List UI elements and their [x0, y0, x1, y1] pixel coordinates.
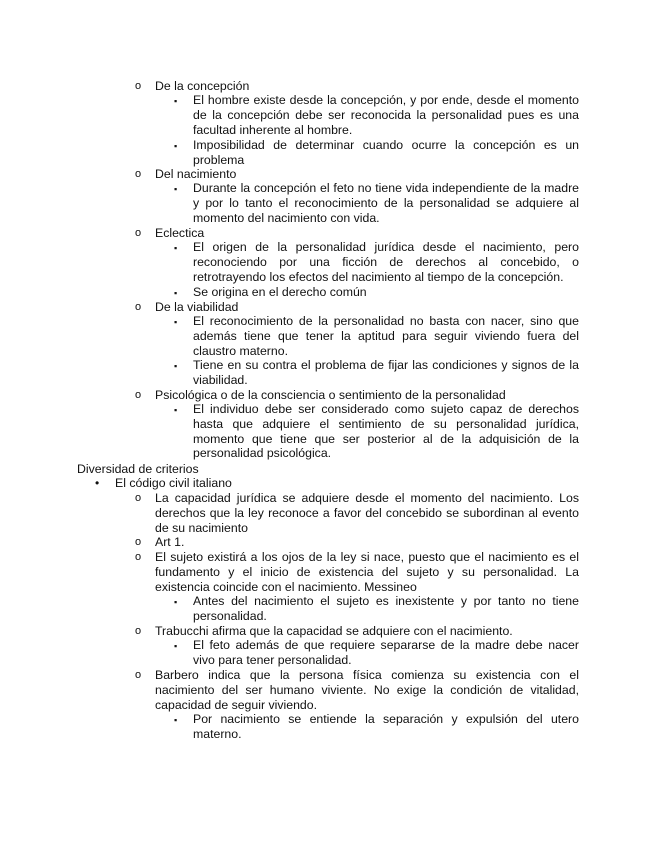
circle-bullet-icon: o	[135, 551, 142, 563]
bullet-icon: •	[95, 476, 100, 490]
circle-bullet-icon: o	[135, 625, 142, 637]
circle-bullet-icon: o	[135, 168, 142, 180]
square-bullet-icon: ▪	[174, 597, 178, 607]
square-bullet-icon: ▪	[174, 317, 178, 327]
square-bullet-icon: ▪	[174, 641, 178, 651]
circle-bullet-icon: o	[135, 227, 142, 239]
square-bullet-icon: ▪	[174, 141, 178, 151]
square-bullet-icon: ▪	[174, 361, 178, 371]
criterion-point: Se origina en el derecho común	[193, 285, 367, 299]
square-bullet-icon: ▪	[174, 405, 178, 415]
circle-bullet-icon: o	[135, 389, 142, 401]
criterion-point: El reconocimiento de la personalidad no basta con nacer, sino que además tiene que tener la aptitud para seguir viviendo fuera del claustro materno.	[193, 314, 579, 358]
circle-bullet-icon: o	[135, 536, 142, 548]
list-item: Barbero indica que la persona física comienza su existencia con el nacimiento del ser humano viviente. No exige la condición de vitalidad, capacidad de seguir viviendo.	[155, 668, 579, 712]
criterion-title: Del nacimiento	[155, 167, 237, 181]
criterion-title: Psicológica o de la consciencia o sentimiento de la personalidad	[155, 388, 506, 402]
circle-bullet-icon: o	[135, 80, 142, 92]
square-bullet-icon: ▪	[174, 288, 178, 298]
subsection-title: El código civil italiano	[115, 476, 232, 490]
criterion-point: Durante la concepción el feto no tiene vida independiente de la madre y por lo tanto el reconocimiento de la personalidad se adquiere al momento del nacimiento con vida.	[193, 181, 579, 225]
square-bullet-icon: ▪	[174, 184, 178, 194]
list-item: La capacidad jurídica se adquiere desde el momento del nacimiento. Los derechos que la ley reconoce a favor del concebido se subordinan al evento de su nacimiento	[155, 491, 579, 535]
circle-bullet-icon: o	[135, 492, 142, 504]
square-bullet-icon: ▪	[174, 715, 178, 725]
list-item: Art 1.	[155, 535, 185, 549]
criterion-title: Eclectica	[155, 226, 205, 240]
criterion-title: De la concepción	[155, 79, 250, 93]
criterion-title: De la viabilidad	[155, 300, 239, 314]
criterion-point: Imposibilidad de determinar cuando ocurre la concepción es un problema	[193, 138, 579, 167]
square-bullet-icon: ▪	[174, 243, 178, 253]
circle-bullet-icon: o	[135, 669, 142, 681]
circle-bullet-icon: o	[135, 301, 142, 313]
criterion-point: El hombre existe desde la concepción, y por ende, desde el momento de la concepción debe ser reconocida la personalidad pues es una facultad inherente al hombre.	[193, 93, 579, 137]
criterion-point: El individuo debe ser considerado como sujeto capaz de derechos hasta que adquiere el sentimiento de su personalidad jurídica, momento que tiene que ser posterior al de la adquisición de la personalidad psicológica.	[193, 402, 579, 461]
list-item-point: El feto además de que requiere separarse de la madre debe nacer vivo para tener personalidad.	[193, 638, 579, 667]
list-item-point: Antes del nacimiento el sujeto es inexistente y por tanto no tiene personalidad.	[193, 594, 579, 623]
square-bullet-icon: ▪	[174, 96, 178, 106]
list-item: Trabucchi afirma que la capacidad se adquiere con el nacimiento.	[155, 624, 513, 638]
criterion-point: El origen de la personalidad jurídica desde el nacimiento, pero reconociendo por una ficción de derechos al concebido, o retrotrayendo los efectos del nacimiento al tiempo de la concepción.	[193, 240, 579, 284]
list-item: El sujeto existirá a los ojos de la ley si nace, puesto que el nacimiento es el fundamento y el inicio de existencia del sujeto y su personalidad. La existencia coincide con el nacimiento. Messineo	[155, 550, 579, 594]
criterion-point: Tiene en su contra el problema de fijar las condiciones y signos de la viabilidad.	[193, 358, 579, 387]
section-title: Diversidad de criterios	[77, 462, 199, 476]
list-item-point: Por nacimiento se entiende la separación y expulsión del utero materno.	[193, 712, 579, 741]
